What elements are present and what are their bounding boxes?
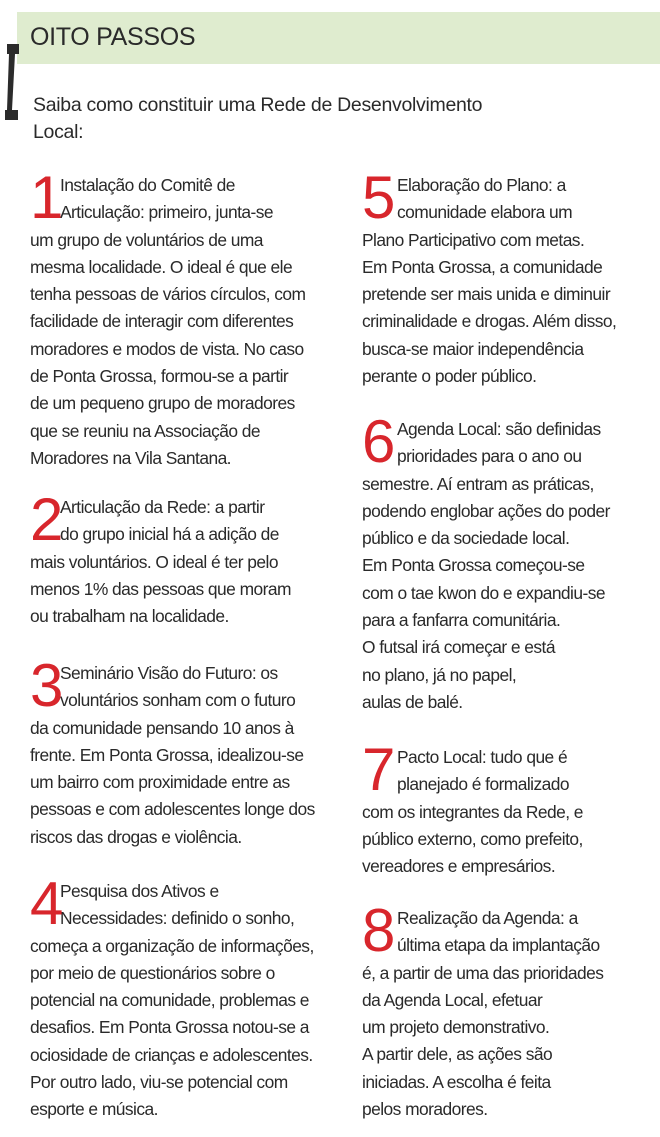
step-line: um bairro com proximidade entre as [30, 772, 290, 793]
step-line: desafios. Em Ponta Grossa notou-se a [30, 1017, 309, 1038]
step-line: prioridades para o ano ou [397, 446, 582, 467]
step-line: Moradores na Vila Santana. [30, 447, 231, 468]
step-2 [30, 486, 340, 630]
step-line: Necessidades: definido o sonho, [60, 908, 295, 929]
step-line: mais voluntários. O ideal é ter pelo [30, 551, 278, 572]
step-number: 3 [30, 652, 64, 719]
step-line: Plano Participativo com metas. [362, 229, 585, 250]
step-line: de um pequeno grupo de moradores [30, 393, 295, 414]
step-number: 8 [362, 897, 396, 964]
section-title: OITO PASSOS [30, 23, 196, 51]
section-header [17, 12, 660, 64]
step-line: pessoas e com adolescentes longe dos [30, 799, 315, 820]
step-number: 4 [30, 870, 64, 937]
step-line: ociosidade de crianças e adolescentes. [30, 1044, 313, 1065]
step-line: Em Ponta Grossa, a comunidade [362, 256, 603, 277]
step-line: com os integrantes da Rede, e [362, 801, 583, 822]
step-line: no plano, já no papel, [362, 664, 517, 685]
step-line: Seminário Visão do Futuro: os [60, 663, 278, 683]
step-line: mesma localidade. O ideal é que ele [30, 256, 293, 277]
step-line: do grupo inicial há a adição de [60, 524, 279, 545]
step-line: podendo englobar ações do poder [362, 500, 610, 521]
step-line: tenha pessoas de vários círculos, com [30, 284, 306, 305]
step-line: moradores e modos de vista. No caso [30, 338, 304, 359]
step-line: da Agenda Local, efetuar [362, 989, 543, 1010]
step-line: menos 1% das pessoas que moram [30, 578, 291, 599]
step-line: Agenda Local: são definidas [397, 419, 601, 439]
step-line: um projeto demonstrativo. [362, 1017, 550, 1038]
step-line: semestre. Aí entram as práticas, [362, 473, 594, 494]
step-line: Instalação do Comitê de [60, 175, 235, 195]
step-6 [362, 408, 660, 716]
step-8 [362, 897, 660, 1123]
step-line: pelos moradores. [362, 1099, 488, 1120]
step-line: para a fanfarra comunitária. [362, 610, 561, 631]
step-line: com o tae kwon do e expandiu-se [362, 582, 606, 603]
step-line: perante o poder público. [362, 366, 537, 387]
step-line: é, a partir de uma das prioridades [362, 962, 604, 983]
step-line: O futsal irá começar e está [362, 637, 555, 658]
step-line: vereadores e empresários. [362, 856, 556, 877]
step-line: potencial na comunidade, problemas e [30, 990, 309, 1011]
step-line: criminalidade e drogas. Além disso, [362, 311, 617, 332]
step-line: Elaboração do Plano: a [397, 175, 566, 195]
step-line: voluntários sonham com o futuro [60, 690, 296, 711]
step-number: 7 [362, 736, 396, 803]
step-line: de Ponta Grossa, formou-se a partir [30, 366, 289, 387]
step-1 [30, 164, 340, 472]
step-line: público e da sociedade local. [362, 528, 570, 549]
step-line: Por outro lado, viu-se potencial com [30, 1072, 288, 1093]
step-line: A partir dele, as ações são [362, 1044, 553, 1065]
step-line: da comunidade pensando 10 anos à [30, 717, 294, 738]
intro-text [33, 92, 593, 146]
step-5 [362, 164, 660, 390]
step-line: última etapa da implantação [397, 935, 600, 956]
intro-line: Saiba como constituir uma Rede de Desenvolvimento [33, 94, 483, 116]
bracket-decoration-icon [4, 44, 20, 120]
intro-line: Local: [33, 121, 84, 143]
step-line: esporte e música. [30, 1099, 158, 1120]
step-line: iniciadas. A escolha é feita [362, 1071, 551, 1092]
step-4 [30, 870, 340, 1124]
step-line: comunidade elabora um [397, 202, 573, 223]
step-7 [362, 736, 660, 880]
step-line: um grupo de voluntários de uma [30, 229, 263, 250]
step-line: que se reuniu na Associação de [30, 420, 261, 441]
step-number: 5 [362, 164, 396, 231]
step-line: aulas de balé. [362, 691, 463, 712]
step-line: frente. Em Ponta Grossa, idealizou-se [30, 744, 304, 765]
step-line: por meio de questionários sobre o [30, 962, 275, 983]
step-line: Realização da Agenda: a [397, 908, 578, 928]
step-3 [30, 652, 340, 851]
step-line: começa a organização de informações, [30, 935, 314, 956]
step-line: Pesquisa dos Ativos e [60, 881, 219, 901]
step-line: Articulação da Rede: a partir [60, 497, 265, 517]
step-line: pretende ser mais unida e diminuir [362, 284, 611, 305]
step-number: 6 [362, 408, 396, 475]
step-line: planejado é formalizado [397, 774, 570, 795]
step-line: Pacto Local: tudo que é [397, 747, 568, 767]
step-line: busca-se maior independência [362, 338, 584, 359]
step-number: 2 [30, 486, 64, 553]
step-line: facilidade de interagir com diferentes [30, 311, 294, 332]
step-line: Em Ponta Grossa começou-se [362, 555, 585, 576]
step-line: riscos das drogas e violência. [30, 826, 242, 847]
step-number: 1 [30, 164, 64, 231]
step-line: Articulação: primeiro, junta-se [60, 202, 273, 223]
step-line: público externo, como prefeito, [362, 828, 583, 849]
step-line: ou trabalham na localidade. [30, 606, 229, 627]
